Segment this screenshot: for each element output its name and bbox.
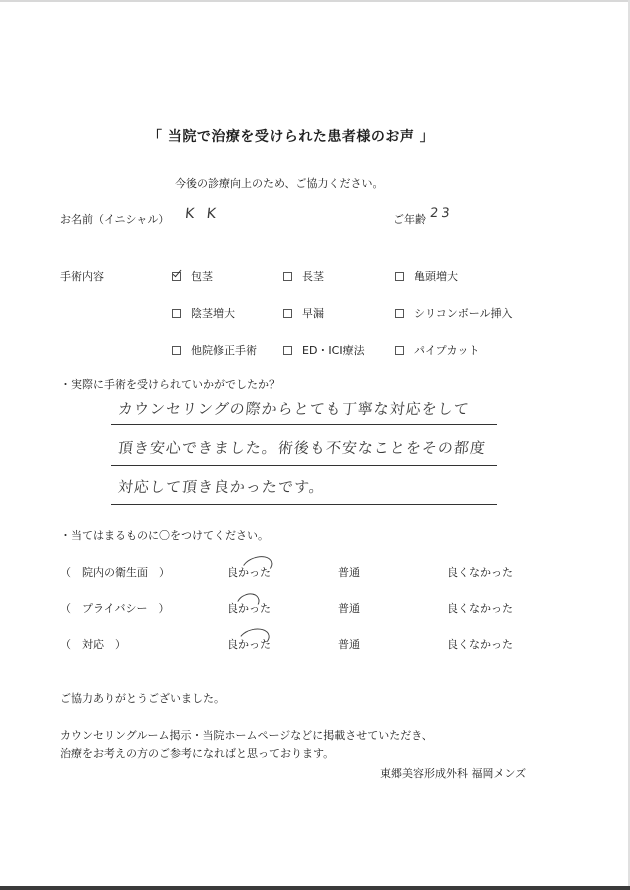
answer-rule <box>111 424 497 425</box>
age-value: 23 <box>429 206 454 221</box>
scan-top-edge <box>0 0 630 2</box>
checkbox[interactable] <box>395 346 404 355</box>
rating-option-bad[interactable]: 良くなかった <box>447 638 513 651</box>
checkbox-checked[interactable] <box>172 272 181 281</box>
procedure-option[interactable]: 長茎 <box>283 268 324 284</box>
age-label: ご年齢 <box>393 213 426 226</box>
handwritten-answer-line: 対応して頂き良かったです。 <box>117 478 326 496</box>
scan-bottom-edge <box>0 886 630 890</box>
clinic-name: 東郷美容形成外科 福岡メンズ <box>380 767 527 780</box>
rating-row-label: （ 院内の衛生面 ） <box>60 566 170 579</box>
name-value: K K <box>184 206 221 222</box>
checkbox[interactable] <box>172 346 181 355</box>
handwritten-answer-line: 頂き安心できました。術後も不安なことをその都度 <box>117 439 487 457</box>
thanks-text: ご協力ありがとうございました。 <box>60 692 225 705</box>
footer-line: 治療をお考えの方のご参考になればと思っております。 <box>60 747 335 760</box>
checkbox[interactable] <box>283 309 292 318</box>
name-label: お名前（イニシャル） <box>60 213 170 226</box>
footer-line: カウンセリングルーム掲示・当院ホームページなどに掲載させていただき、 <box>60 729 433 742</box>
checkbox[interactable] <box>283 346 292 355</box>
rating-row-label: （ プライバシー ） <box>60 602 170 615</box>
procedure-option[interactable]: ED・ICI療法 <box>283 342 365 358</box>
procedure-option[interactable]: 陰茎増大 <box>172 305 235 321</box>
handwritten-answer-line: カウンセリングの際からとても丁寧な対応をして <box>117 400 471 418</box>
procedure-option[interactable]: 包茎 <box>172 268 213 284</box>
rating-row-label: （ 対応 ） <box>60 638 126 651</box>
rating-option-bad[interactable]: 良くなかった <box>447 566 513 579</box>
procedure-option[interactable]: 他院修正手術 <box>172 342 257 358</box>
checkbox[interactable] <box>395 309 404 318</box>
procedure-option[interactable]: シリコンボール挿入 <box>395 305 513 321</box>
procedure-option[interactable]: 亀頭増大 <box>395 268 458 284</box>
procedure-option[interactable]: パイプカット <box>395 342 479 358</box>
rating-option-good[interactable]: 良かった <box>227 602 271 615</box>
checkbox[interactable] <box>172 309 181 318</box>
checkbox[interactable] <box>395 272 404 281</box>
rating-option-normal[interactable]: 普通 <box>338 566 360 579</box>
rating-option-normal[interactable]: 普通 <box>338 638 360 651</box>
rating-option-good[interactable]: 良かった <box>227 566 271 579</box>
rating-option-bad[interactable]: 良くなかった <box>447 602 513 615</box>
procedure-option[interactable]: 早漏 <box>283 305 324 321</box>
page-title: 「 当院で治療を受けられた患者様のお声 」 <box>148 129 435 145</box>
checkbox[interactable] <box>283 272 292 281</box>
question-1-label: ・実際に手術を受けられていかがでしたか？ <box>60 378 280 391</box>
subtitle: 今後の診療向上のため、ご協力ください。 <box>175 177 384 190</box>
question-2-label: ・当てはまるものに〇をつけてください。 <box>60 529 269 542</box>
procedures-label: 手術内容 <box>60 270 104 283</box>
answer-rule <box>111 465 497 466</box>
answer-rule <box>111 504 497 505</box>
rating-option-good[interactable]: 良かった <box>227 638 271 651</box>
rating-option-normal[interactable]: 普通 <box>338 602 360 615</box>
